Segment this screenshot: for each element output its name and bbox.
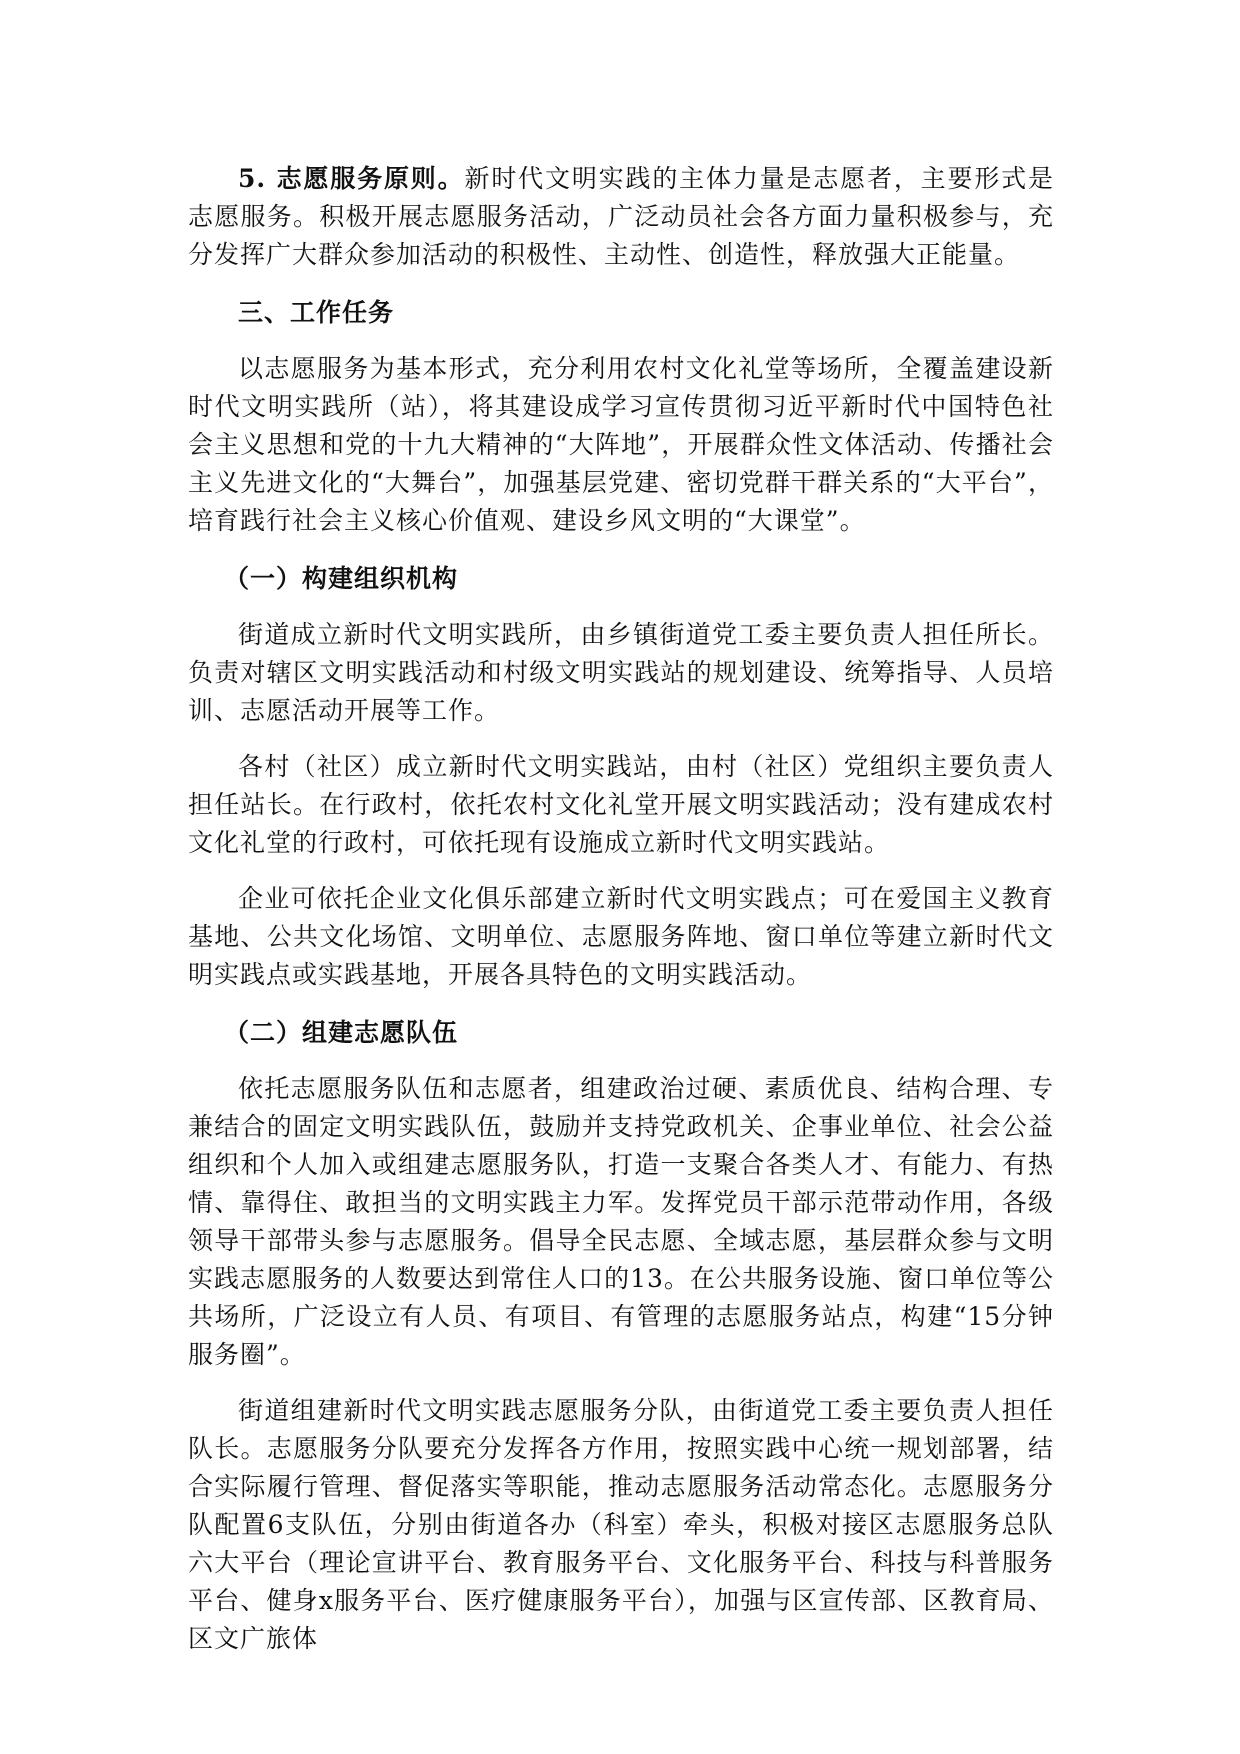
principle-5-lead: 5. 志愿服务原则。 xyxy=(238,164,465,193)
tasks-intro-paragraph: 以志愿服务为基本形式，充分利用农村文化礼堂等场所，全覆盖建设新时代文明实践所（站），将其建设成学习宣传贯彻习近平新时代中国特色社会主义思想和党的十九大精神的“大阵地”，开展群众性文体活动、传播社会主义先进文化的“大舞台”，加强基层党建、密切党群干群关系的“大平台”，培育践行社会主义核心价值观、建设乡风文明的“大课堂”。 xyxy=(188,354,1054,535)
org-paragraph-2: 各村（社区）成立新时代文明实践站，由村（社区）党组织主要负责人担任站长。在行政村，依托农村文化礼堂开展文明实践活动；没有建成农村文化礼堂的行政村，可依托现有设施成立新时代文明实践站。 xyxy=(188,752,1054,857)
subheading-volunteer-team: （二）组建志愿队伍 xyxy=(224,1018,459,1047)
org-paragraph-1: 街道成立新时代文明实践所，由乡镇街道党工委主要负责人担任所长。负责对辖区文明实践活动和村级文明实践站的规划建设、统筹指导、人员培训、志愿活动开展等工作。 xyxy=(188,620,1054,725)
principle-5-text: 新时代文明实践的主体力量是志愿者，主要形式是志愿服务。积极开展志愿服务活动，广泛动员社会各方面力量积极参与，充分发挥广大群众参加活动的积极性、主动性、创造性，释放强大正能量。 xyxy=(188,164,1054,269)
section-heading-work-tasks: 三、工作任务 xyxy=(238,298,395,327)
volunteer-paragraph-1: 依托志愿服务队伍和志愿者，组建政治过硬、素质优良、结构合理、专兼结合的固定文明实践队伍，鼓励并支持党政机关、企事业单位、社会公益组织和个人加入或组建志愿服务队，打造一支聚合各类人才、有能力、有热情、靠得住、敢担当的文明实践主力军。发挥党员干部示范带动作用，各级领导干部带头参与志愿服务。倡导全民志愿、全域志愿，基层群众参与文明实践志愿服务的人数要达到常住人口的13。在公共服务设施、窗口单位等公共场所，广泛设立有人员、有项目、有管理的志愿服务站点，构建“15分钟服务圈”。 xyxy=(188,1074,1054,1369)
principle-5-paragraph xyxy=(188,160,1054,274)
volunteer-paragraph-2: 街道组建新时代文明实践志愿服务分队，由街道党工委主要负责人担任队长。志愿服务分队要充分发挥各方作用，按照实践中心统一规划部署，结合实际履行管理、督促落实等职能，推动志愿服务活动常态化。志愿服务分队配置6支队伍，分别由街道各办（科室）牵头，积极对接区志愿服务总队六大平台（理论宣讲平台、教育服务平台、文化服务平台、科技与科普服务平台、健身x服务平台、医疗健康服务平台），加强与区宣传部、区教育局、区文广旅体 xyxy=(188,1396,1054,1653)
subheading-org-structure: （一）构建组织机构 xyxy=(224,564,459,593)
document-page xyxy=(188,160,1054,1658)
org-paragraph-3: 企业可依托企业文化俱乐部建立新时代文明实践点；可在爱国主义教育基地、公共文化场馆、文明单位、志愿服务阵地、窗口单位等建立新时代文明实践点或实践基地，开展各具特色的文明实践活动。 xyxy=(188,884,1054,989)
